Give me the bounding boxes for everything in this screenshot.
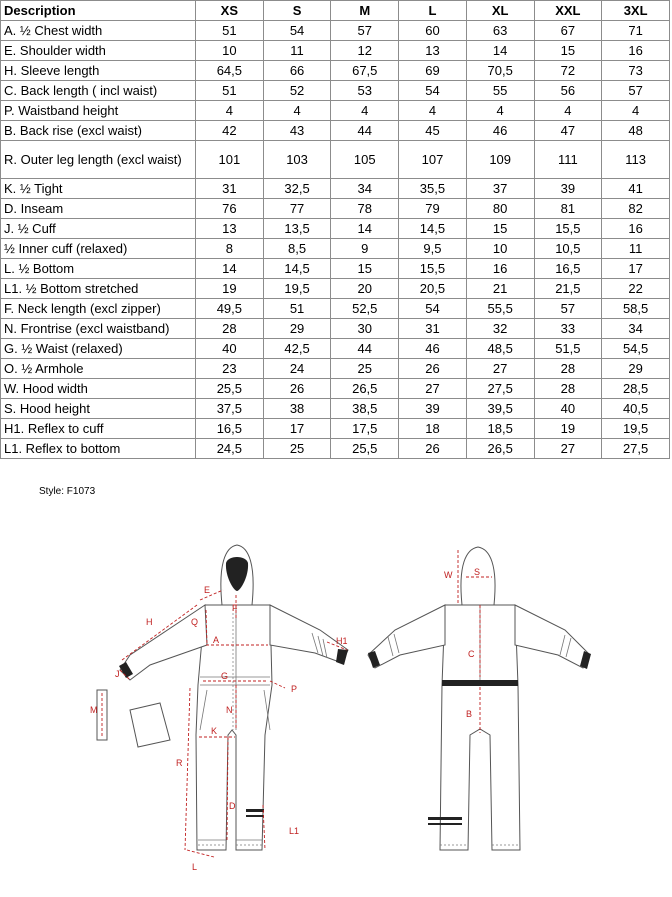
back-right-sleeve (515, 605, 590, 668)
table-row (1, 319, 670, 339)
measurement-value: 15,5 (534, 219, 602, 239)
measurement-value: 43 (263, 121, 331, 141)
measurement-label: L1. Reflex to bottom (1, 439, 196, 459)
label-C: C (468, 649, 475, 659)
measurement-value: 15 (534, 41, 602, 61)
measurement-value: 27 (534, 439, 602, 459)
measurement-value: 41 (602, 179, 670, 199)
measurement-value: 42 (196, 121, 264, 141)
column-header-size: M (331, 1, 399, 21)
measurement-value: 55,5 (466, 299, 534, 319)
measurement-value: 31 (399, 319, 467, 339)
measurement-value: 4 (331, 101, 399, 121)
label-M: M (90, 705, 98, 715)
column-header-size: 3XL (602, 1, 670, 21)
measurement-value: 19,5 (263, 279, 331, 299)
front-view-drawing (90, 545, 348, 872)
table-row (1, 199, 670, 219)
measurement-value: 72 (534, 61, 602, 81)
measurement-label: L1. ½ Bottom stretched (1, 279, 196, 299)
measurement-value: 14,5 (399, 219, 467, 239)
measurement-value: 58,5 (602, 299, 670, 319)
measurement-label: E. Shoulder width (1, 41, 196, 61)
label-G: G (221, 671, 229, 681)
table-row (1, 101, 670, 121)
label-P: P (291, 684, 298, 694)
measurement-value: 12 (331, 41, 399, 61)
measurement-value: 16 (466, 259, 534, 279)
measurement-value: 16,5 (534, 259, 602, 279)
measurement-value: 107 (399, 141, 467, 179)
label-L: L (192, 862, 198, 872)
measurement-label: O. ½ Armhole (1, 359, 196, 379)
measurement-label: K. ½ Tight (1, 179, 196, 199)
front-right-sleeve (270, 605, 348, 663)
table-row (1, 299, 670, 319)
back-left-sleeve (368, 605, 445, 668)
measurement-value: 27 (466, 359, 534, 379)
label-A: A (213, 635, 220, 645)
table-row (1, 259, 670, 279)
measurement-value: 67,5 (331, 61, 399, 81)
column-header-size: XXL (534, 1, 602, 21)
measurement-value: 25,5 (331, 439, 399, 459)
column-header-size: L (399, 1, 467, 21)
measurement-value: 34 (602, 319, 670, 339)
measurement-value: 60 (399, 21, 467, 41)
table-row (1, 219, 670, 239)
measurement-value: 54 (399, 299, 467, 319)
measurement-label: J. ½ Cuff (1, 219, 196, 239)
measurement-value: 16 (602, 219, 670, 239)
measurement-value: 109 (466, 141, 534, 179)
table-body (1, 21, 670, 459)
measurement-value: 10 (196, 41, 264, 61)
measurement-value: 44 (331, 339, 399, 359)
measurement-value: 14 (196, 259, 264, 279)
measurement-value: 26 (263, 379, 331, 399)
table-row (1, 339, 670, 359)
back-waistband (442, 680, 518, 686)
measurement-value: 66 (263, 61, 331, 81)
measurement-value: 76 (196, 199, 264, 219)
label-N: N (226, 705, 233, 715)
measurement-value: 51 (263, 299, 331, 319)
table-row (1, 141, 670, 179)
measurement-label: W. Hood width (1, 379, 196, 399)
measurement-value: 32 (466, 319, 534, 339)
measurement-value: 27,5 (466, 379, 534, 399)
label-H1: H1 (336, 636, 348, 646)
measurement-value: 4 (399, 101, 467, 121)
label-L1: L1 (289, 826, 300, 836)
table-row (1, 21, 670, 41)
measurement-value: 55 (466, 81, 534, 101)
label-E: E (204, 585, 211, 595)
measurement-value: 8 (196, 239, 264, 259)
measurement-label: R. Outer leg length (excl waist) (1, 141, 196, 179)
measurement-value: 14 (466, 41, 534, 61)
measurement-value: 40 (534, 399, 602, 419)
measurement-value: 23 (196, 359, 264, 379)
measurement-value: 10,5 (534, 239, 602, 259)
measurement-value: 101 (196, 141, 264, 179)
measurement-value: 22 (602, 279, 670, 299)
measurement-value: 80 (466, 199, 534, 219)
measurement-value: 14 (331, 219, 399, 239)
measurement-value: 26,5 (331, 379, 399, 399)
table-header-row (1, 1, 670, 21)
measurement-value: 57 (331, 21, 399, 41)
table-row (1, 439, 670, 459)
measurement-value: 54 (263, 21, 331, 41)
measurement-value: 25,5 (196, 379, 264, 399)
measurement-value: 29 (263, 319, 331, 339)
column-header-description: Description (1, 1, 196, 21)
label-Q: Q (191, 617, 199, 627)
measurement-value: 40,5 (602, 399, 670, 419)
label-S: S (474, 567, 481, 577)
measurement-value: 64,5 (196, 61, 264, 81)
measurement-label: F. Neck length (excl zipper) (1, 299, 196, 319)
measurement-value: 4 (534, 101, 602, 121)
pocket-piece (130, 703, 170, 747)
measurement-value: 4 (196, 101, 264, 121)
measurement-value: 9 (331, 239, 399, 259)
measurement-label: P. Waistband height (1, 101, 196, 121)
measurement-value: 51 (196, 81, 264, 101)
measurement-value: 14,5 (263, 259, 331, 279)
measurement-value: 28 (534, 359, 602, 379)
measurement-value: 28,5 (602, 379, 670, 399)
measurement-value: 15,5 (399, 259, 467, 279)
column-header-size: S (263, 1, 331, 21)
measurement-value: 51,5 (534, 339, 602, 359)
measurement-value: 32,5 (263, 179, 331, 199)
back-view-drawing (368, 547, 591, 850)
label-F: F (232, 603, 238, 613)
measurement-value: 113 (602, 141, 670, 179)
measurement-value: 21,5 (534, 279, 602, 299)
measurement-value: 52,5 (331, 299, 399, 319)
measurement-value: 28 (534, 379, 602, 399)
label-B: B (466, 709, 473, 719)
measurement-value: 15 (331, 259, 399, 279)
measurement-value: 19 (534, 419, 602, 439)
measurement-value: 81 (534, 199, 602, 219)
measurement-value: 31 (196, 179, 264, 199)
measurement-value: 30 (331, 319, 399, 339)
measurement-label: G. ½ Waist (relaxed) (1, 339, 196, 359)
measurement-value: 16,5 (196, 419, 264, 439)
measurement-value: 33 (534, 319, 602, 339)
measurement-value: 19,5 (602, 419, 670, 439)
garment-technical-drawing (0, 505, 672, 897)
measurement-value: 17,5 (331, 419, 399, 439)
measurement-value: 42,5 (263, 339, 331, 359)
measurement-label: A. ½ Chest width (1, 21, 196, 41)
measurement-value: 56 (534, 81, 602, 101)
measurement-value: 79 (399, 199, 467, 219)
measurement-label: B. Back rise (excl waist) (1, 121, 196, 141)
measurement-value: 52 (263, 81, 331, 101)
measurement-value: 13 (399, 41, 467, 61)
measurement-value: 34 (331, 179, 399, 199)
measurement-label: C. Back length ( incl waist) (1, 81, 196, 101)
table-row (1, 399, 670, 419)
measurement-value: 39 (534, 179, 602, 199)
measurement-value: 24,5 (196, 439, 264, 459)
measurement-value: 24 (263, 359, 331, 379)
label-W: W (444, 570, 453, 580)
measurement-value: 39,5 (466, 399, 534, 419)
table-row (1, 379, 670, 399)
measurement-value: 37,5 (196, 399, 264, 419)
table-row (1, 179, 670, 199)
label-H: H (146, 617, 153, 627)
measurement-value: 4 (466, 101, 534, 121)
table-row (1, 81, 670, 101)
measurement-value: 82 (602, 199, 670, 219)
measurement-value: 38 (263, 399, 331, 419)
measurement-value: 70,5 (466, 61, 534, 81)
measurement-value: 27 (399, 379, 467, 399)
column-header-size: XL (466, 1, 534, 21)
measurement-value: 11 (263, 41, 331, 61)
table-row (1, 359, 670, 379)
measurement-value: 4 (602, 101, 670, 121)
measurement-value: 26 (399, 439, 467, 459)
measurement-value: 44 (331, 121, 399, 141)
measurement-value: 69 (399, 61, 467, 81)
measurement-value: 13,5 (263, 219, 331, 239)
measurement-value: 40 (196, 339, 264, 359)
measurement-value: 18 (399, 419, 467, 439)
measurement-value: 48 (602, 121, 670, 141)
measurement-value: 71 (602, 21, 670, 41)
measurement-label: D. Inseam (1, 199, 196, 219)
table-row (1, 61, 670, 81)
measurement-value: 47 (534, 121, 602, 141)
measurement-value: 78 (331, 199, 399, 219)
label-K: K (211, 726, 218, 736)
measurement-label: N. Frontrise (excl waistband) (1, 319, 196, 339)
measurement-value: 67 (534, 21, 602, 41)
column-header-size: XS (196, 1, 264, 21)
measurement-label: ½ Inner cuff (relaxed) (1, 239, 196, 259)
measurement-value: 17 (602, 259, 670, 279)
table-row (1, 279, 670, 299)
measurement-value: 57 (534, 299, 602, 319)
measurement-value: 39 (399, 399, 467, 419)
measurement-value: 48,5 (466, 339, 534, 359)
front-body (196, 605, 272, 850)
table-row (1, 239, 670, 259)
table-row (1, 41, 670, 61)
measurement-value: 16 (602, 41, 670, 61)
table-row (1, 121, 670, 141)
measurement-value: 49,5 (196, 299, 264, 319)
measurement-value: 73 (602, 61, 670, 81)
measurement-value: 26 (399, 359, 467, 379)
measurement-value: 28 (196, 319, 264, 339)
measurement-value: 4 (263, 101, 331, 121)
measurement-value: 20 (331, 279, 399, 299)
measurement-value: 15 (466, 219, 534, 239)
measurement-value: 18,5 (466, 419, 534, 439)
measurement-value: 54 (399, 81, 467, 101)
measurement-value: 11 (602, 239, 670, 259)
measurement-value: 105 (331, 141, 399, 179)
measurement-value: 9,5 (399, 239, 467, 259)
label-R: R (176, 758, 183, 768)
measurement-value: 25 (263, 439, 331, 459)
measurement-value: 21 (466, 279, 534, 299)
measurement-label: H1. Reflex to cuff (1, 419, 196, 439)
style-number: Style: F1073 (39, 486, 96, 497)
measurement-value: 51 (196, 21, 264, 41)
measurement-label: H. Sleeve length (1, 61, 196, 81)
measurement-value: 20,5 (399, 279, 467, 299)
measurement-value: 27,5 (602, 439, 670, 459)
measurement-value: 26,5 (466, 439, 534, 459)
measurement-value: 45 (399, 121, 467, 141)
table-row (1, 419, 670, 439)
measurement-value: 8,5 (263, 239, 331, 259)
measurement-value: 25 (331, 359, 399, 379)
measurement-label: S. Hood height (1, 399, 196, 419)
measurement-value: 35,5 (399, 179, 467, 199)
measurement-value: 46 (466, 121, 534, 141)
measurement-label: L. ½ Bottom (1, 259, 196, 279)
measurement-value: 10 (466, 239, 534, 259)
measurement-value: 29 (602, 359, 670, 379)
measurement-value: 54,5 (602, 339, 670, 359)
measurement-value: 63 (466, 21, 534, 41)
label-J: J (115, 669, 120, 679)
measurement-value: 46 (399, 339, 467, 359)
measurement-value: 111 (534, 141, 602, 179)
measurement-value: 53 (331, 81, 399, 101)
measurement-value: 37 (466, 179, 534, 199)
measurement-value: 13 (196, 219, 264, 239)
measurement-value: 17 (263, 419, 331, 439)
label-D: D (229, 801, 236, 811)
measurement-value: 77 (263, 199, 331, 219)
measurement-value: 19 (196, 279, 264, 299)
measurement-value: 57 (602, 81, 670, 101)
measurement-value: 103 (263, 141, 331, 179)
measurement-value: 38,5 (331, 399, 399, 419)
